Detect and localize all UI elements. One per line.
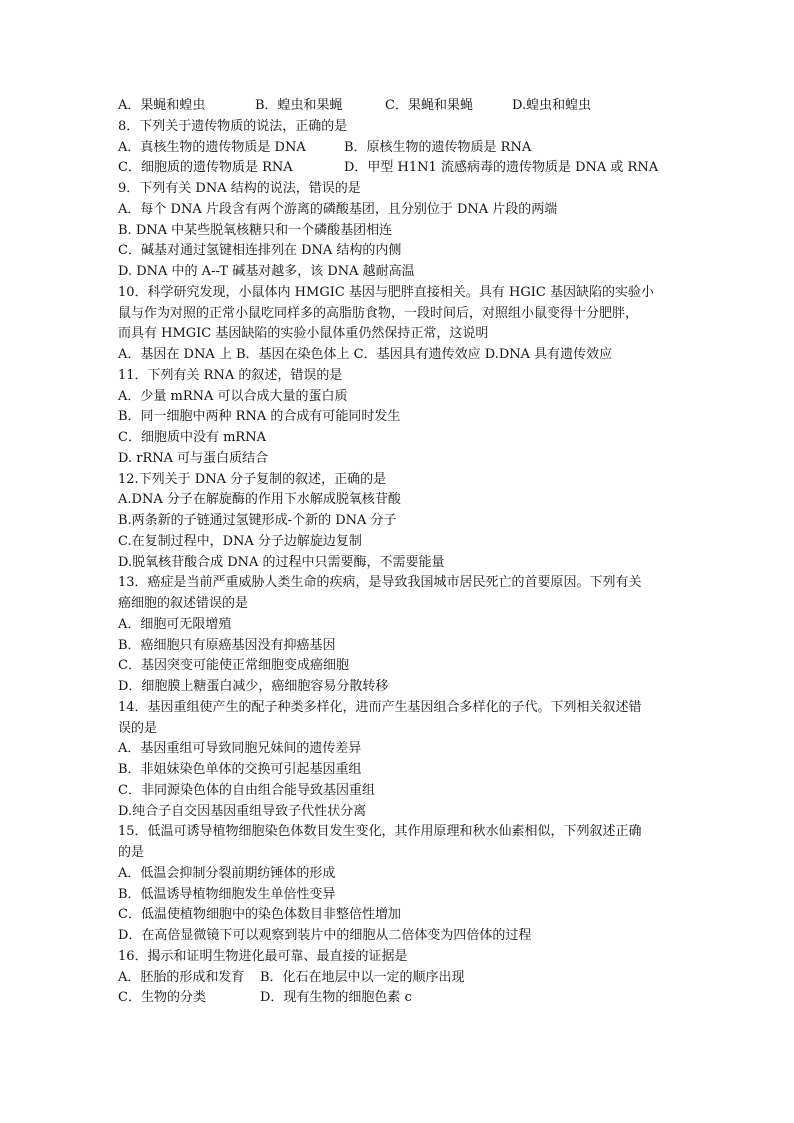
- q14-stem-line-1: 14．基因重组使产生的配子种类多样化，进而产生基因组合多样化的子代。下列相关叙述错: [118, 699, 642, 715]
- q16-options-row-1: [118, 968, 688, 989]
- q14-option-b: B．非姐妹染色单体的交换可引起基因重组: [118, 762, 362, 777]
- q9-option-a: A．每个 DNA 片段含有两个游离的磷酸基团，且分别位于 DNA 片段的两端: [118, 201, 558, 217]
- q7-option-d: D.蝗虫和蝗虫: [512, 98, 592, 113]
- q16-option-d: D．现有生物的细胞色素 c: [260, 990, 412, 1006]
- q13-option-c: C．基因突变可能使正常细胞变成癌细胞: [118, 658, 349, 674]
- q8-stem: 8．下列关于遗传物质的说法，正确的是: [118, 118, 348, 134]
- q15-stem-line-1: 15．低温可诱导植物细胞染色体数目发生变化，其作用原理和秋水仙素相似，下列叙述正确: [118, 824, 642, 840]
- q16-options-row-2: [118, 988, 688, 1009]
- q15-option-b: B．低温诱导植物细胞发生单倍性变异: [118, 886, 336, 902]
- q12-option-a: A.DNA 分子在解旋酶的作用下水解成脱氧核苷酸: [118, 492, 401, 508]
- q8-option-c: C．细胞质的遗传物质是 RNA: [118, 160, 293, 176]
- q8-options-row-1: [118, 138, 688, 159]
- q9-option-b: B. DNA 中某些脱氧核糖只和一个磷酸基团相连: [118, 222, 393, 238]
- q8-option-d: D．甲型 H1N1 流感病毒的遗传物质是 DNA 或 RNA: [344, 160, 659, 176]
- q11-option-a: A．少量 mRNA 可以合成大量的蛋白质: [118, 388, 348, 404]
- q12-option-c: C.在复制过程中，DNA 分子边解旋边复制: [118, 533, 362, 549]
- q10-options: A．基因在 DNA 上 B．基因在染色体上 C．基因具有遗传效应 D.DNA 具有遗传效应: [118, 347, 613, 362]
- q12-option-b: B.两条新的子链通过氢键形成-个新的 DNA 分子: [118, 513, 397, 528]
- q13-option-a: A．细胞可无限增殖: [118, 616, 232, 632]
- q14-option-a: A．基因重组可导致同胞兄妹间的遗传差异: [118, 741, 362, 757]
- q16-stem: 16．揭示和证明生物进化最可靠、最直接的证据是: [118, 948, 408, 964]
- q13-option-d: D．细胞膜上糖蛋白减少，癌细胞容易分散转移: [118, 679, 389, 694]
- q11-option-d: D. rRNA 可与蛋白质结合: [118, 450, 269, 466]
- q13-stem-line-2: 癌细胞的叙述错误的是: [118, 596, 249, 611]
- q15-option-d: D．在高倍显微镜下可以观察到装片中的细胞从二倍体变为四倍体的过程: [118, 928, 532, 943]
- q14-stem-line-2: 误的是: [118, 720, 158, 736]
- q16-option-b: B．化石在地层中以一定的顺序出现: [260, 969, 465, 985]
- q10-stem-line-3: 而具有 HMGIC 基因缺陷的实验小鼠体重仍然保持正常，这说明: [118, 326, 489, 342]
- q8-option-b: B．原核生物的遗传物质是 RNA: [344, 139, 532, 155]
- exam-page: [118, 96, 688, 1009]
- q11-option-b: B．同一细胞中两种 RNA 的合成有可能同时发生: [118, 409, 401, 425]
- q14-option-c: C．非同源染色体的自由组合能导致基因重组: [118, 782, 375, 798]
- q9-stem: 9．下列有关 DNA 结构的说法，错误的是: [118, 181, 361, 196]
- q13-option-b: B．癌细胞只有原癌基因没有抑癌基因: [118, 637, 336, 653]
- q12-stem: 12.下列关于 DNA 分子复制的叙述，正确的是: [118, 471, 387, 487]
- q11-stem: 11．下列有关 RNA 的叙述，错误的是: [118, 367, 343, 383]
- q16-option-a: A．胚胎的形成和发育: [118, 969, 245, 985]
- q8-options-row-2: [118, 158, 688, 179]
- q13-stem-line-1: 13．癌症是当前严重威胁人类生命的疾病，是导致我国城市居民死亡的首要原因。下列有关: [118, 575, 642, 591]
- q16-option-c: C．生物的分类: [118, 990, 206, 1006]
- q7-option-b: B．蝗虫和果蝇: [255, 98, 343, 113]
- q7-option-a: A．果蝇和蝗虫: [118, 98, 206, 113]
- q10-stem-line-1: 10．科学研究发现，小鼠体内 HMGIC 基因与肥胖直接相关。具有 HGIC 基因缺陷的实验小: [118, 284, 654, 300]
- q7-options: [118, 96, 688, 117]
- q7-option-c: C．果蝇和果蝇: [385, 98, 473, 113]
- q14-option-d: D.纯合子自交因基因重组导致子代性状分离: [118, 803, 367, 819]
- q10-stem-line-2: 鼠与作为对照的正常小鼠吃同样多的高脂肪食物，一段时间后，对照组小鼠变得十分肥胖，: [118, 305, 639, 321]
- q15-stem-line-2: 的是: [118, 845, 145, 860]
- q15-option-a: A．低温会抑制分裂前期纺锤体的形成: [118, 865, 336, 881]
- q9-option-d: D. DNA 中的 A--T 碱基对越多，该 DNA 越耐高温: [118, 264, 415, 279]
- q9-option-c: C．碱基对通过氢键相连排列在 DNA 结构的内侧: [118, 243, 402, 259]
- q12-option-d: D.脱氧核苷酸合成 DNA 的过程中只需要酶，不需要能量: [118, 554, 445, 570]
- q15-option-c: C．低温使植物细胞中的染色体数目非整倍性增加: [118, 907, 401, 923]
- q8-option-a: A．真核生物的遗传物质是 DNA: [118, 139, 306, 155]
- q11-option-c: C．细胞质中没有 mRNA: [118, 430, 266, 445]
